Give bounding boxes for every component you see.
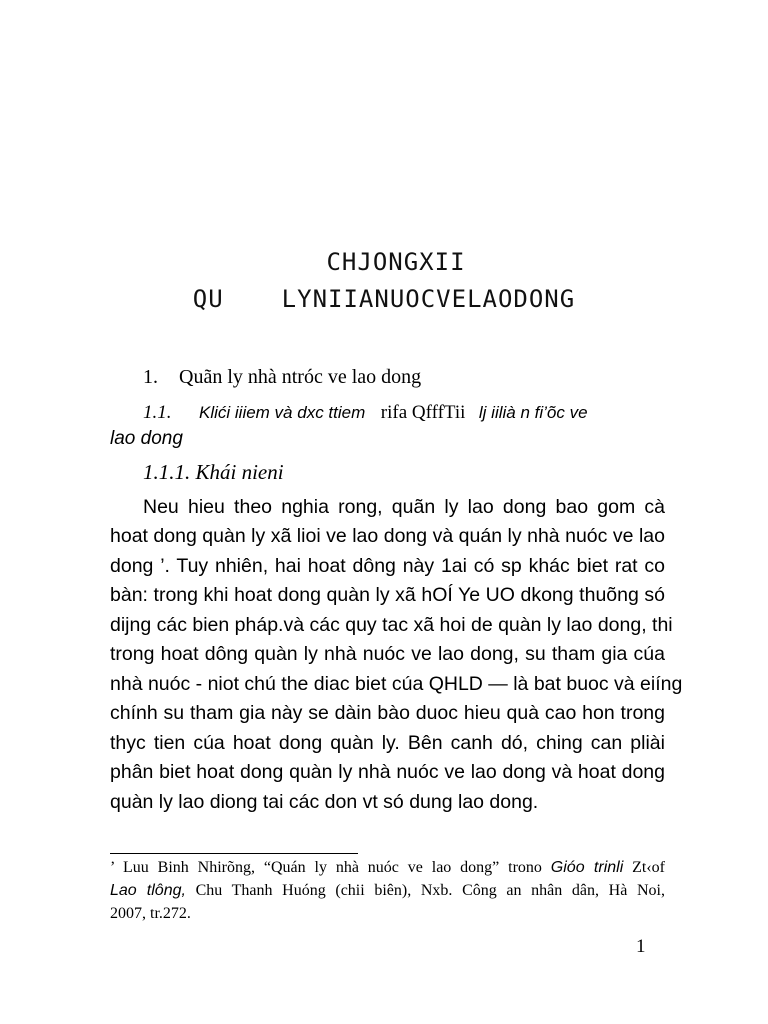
- chapter-heading: CHJONGXII: [326, 248, 466, 276]
- section-1-1-heading-continued: lao dong: [110, 428, 183, 449]
- body-line-7: nhà nuóc - niot chú the diac biet cúa QHLD — là bat buoc và eiíng: [110, 673, 683, 695]
- section-1-1-number: 1.1.: [143, 402, 172, 423]
- body-line-4: bàn: trong khi hoat dong quàn ly xã hOÍ Ye UO dkong thuõng só: [110, 584, 665, 606]
- body-line-11: quàn ly lao diong tai các don vt só dung lao dong.: [110, 791, 539, 813]
- section-1-number: 1.: [143, 366, 158, 388]
- footnote-line-3: 2007, tr.272.: [110, 905, 191, 922]
- body-line-6: trong hoat dông quàn ly nhà nuóc ve lao dong, su tham gia cúa: [110, 643, 665, 665]
- footnote-line-2: [110, 882, 665, 900]
- footnote-text-2b: Chu Thanh Huóng (chii biên), Nxb. Công an nhân dân, Hà Noi,: [195, 882, 665, 899]
- body-line-5: dijng các bien pháp.và các quy tac xã hoi de quàn ly lao dong, thi: [110, 614, 673, 636]
- body-line-9: thyc tien cúa hoat dong quàn ly. Bên canh dó, ching can pliài: [110, 732, 665, 754]
- footnote-separator: [110, 853, 358, 854]
- section-1-1-1-heading: 1.1.1. Khái nieni: [143, 460, 284, 484]
- section-1-1-heading: [143, 402, 663, 424]
- page-number: 1: [636, 936, 646, 957]
- chapter-title-part-2: LYNIIANUOCVELAODONG: [281, 285, 576, 313]
- footnote-text-1b: Gióo trinli: [550, 859, 624, 876]
- body-line-8: chính su tham gia này se dàin bào duoc hieu quà cao hon trong: [110, 702, 665, 724]
- footnote-text-1a: ’ Luu Binh Nhirõng, “Quán ly nhà nuóc ve lao dong” trono: [110, 859, 542, 876]
- footnote-text-2a: Lao tlông,: [110, 882, 186, 899]
- body-line-10: phân biet hoat dong quàn ly nhà nuóc ve lao dong và hoat dong: [110, 761, 665, 783]
- body-line-2: hoat dong quàn ly xã lioi ve lao dong và quán ly nhà nuóc ve lao: [110, 525, 665, 547]
- chapter-title: [0, 285, 768, 313]
- body-line-1: Neu hieu theo nghia rong, quãn ly lao dong bao gom cà: [143, 496, 665, 518]
- section-1-1-title-part-1: Klići iiiem và dxc ttiem: [199, 403, 366, 422]
- chapter-title-part-1: QU: [192, 285, 224, 313]
- footnote-line-1: [110, 859, 665, 877]
- section-1-heading: [143, 366, 421, 389]
- section-1-1-title-part-3: lj iilià n fi’õc ve: [478, 403, 588, 422]
- footnote-text-1c: Zt‹of: [632, 859, 665, 876]
- section-1-title: Quãn ly nhà ntróc ve lao dong: [179, 366, 422, 388]
- body-line-3: dong ’. Tuy nhiên, hai hoat dông này 1ai có sp khác biet rat co: [110, 555, 665, 577]
- section-1-1-title-part-2: rifa QfffTii: [380, 402, 466, 423]
